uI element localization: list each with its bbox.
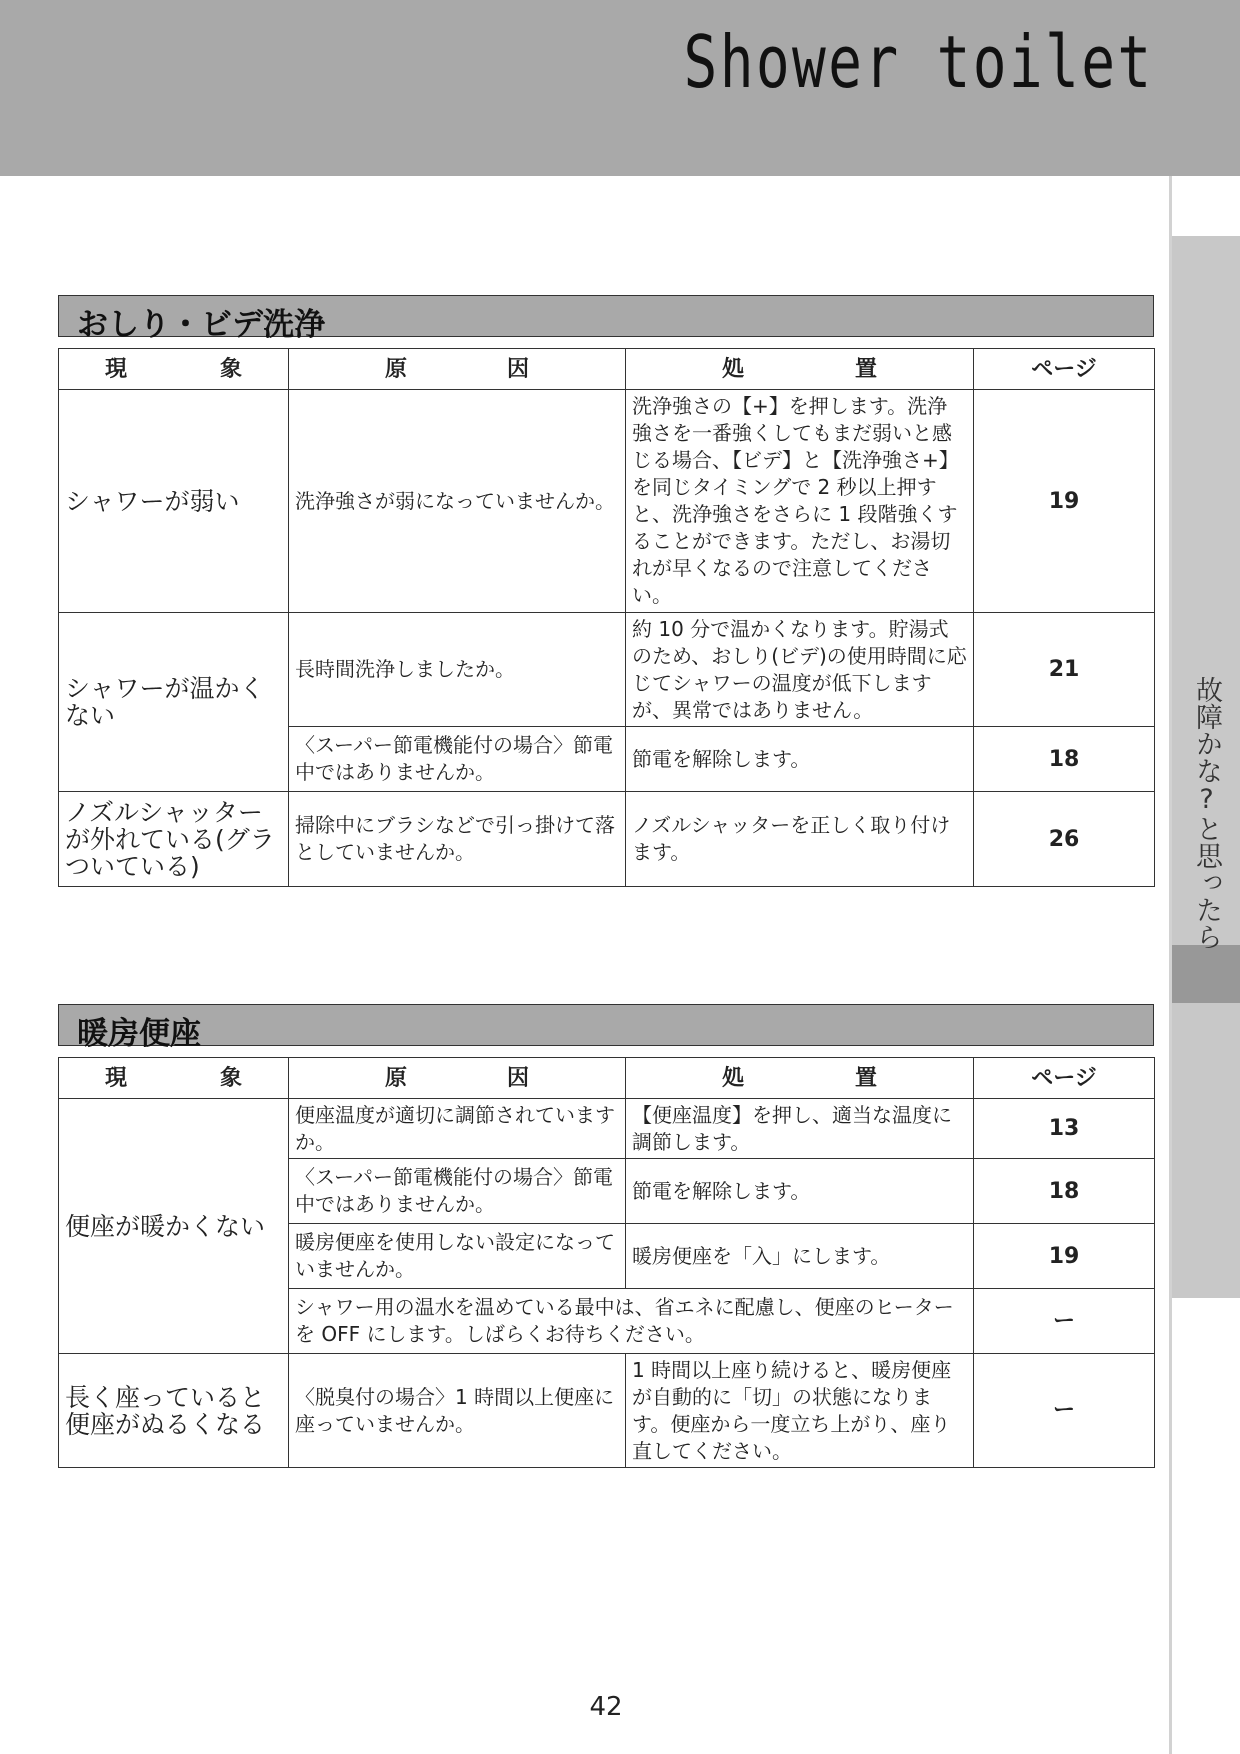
symptom-cell: シャワーが弱い (59, 390, 289, 613)
section-title: 暖房便座 (77, 1016, 201, 1052)
remedy-cell: 節電を解除します。 (626, 727, 974, 792)
cause-cell: 長時間洗浄しましたか。 (289, 613, 626, 727)
remedy-cell: 洗浄強さの【+】を押します。洗浄強さを一番強くしてもまだ弱いと感じる場合、【ビデ】と【洗浄強さ+】を同じタイミングで 2 秒以上押すと、洗浄強さをさらに 1 段階強くすることができます。ただし、お湯切れが早くなるので注意してください。 (626, 390, 974, 613)
cause-cell: 〈スーパー節電機能付の場合〉節電中ではありませんか。 (289, 1159, 626, 1224)
symptom-cell: シャワーが温かくない (59, 613, 289, 792)
remedy-cell: ノズルシャッターを正しく取り付けます。 (626, 792, 974, 887)
symptom-cell: 便座が暖かくない (59, 1099, 289, 1354)
page-ref: 18 (974, 727, 1155, 792)
table-row (59, 792, 1155, 887)
page-ref: 26 (974, 792, 1155, 887)
table-header-row (59, 1058, 1155, 1099)
page-ref: 21 (974, 613, 1155, 727)
cause-cell: 便座温度が適切に調節されていますか。 (289, 1099, 626, 1159)
table-row (59, 1099, 1155, 1159)
table-row (59, 1354, 1155, 1468)
page-ref: 13 (974, 1099, 1155, 1159)
section-title-bar (58, 295, 1154, 343)
cause-cell: 〈スーパー節電機能付の場合〉節電中ではありませんか。 (289, 727, 626, 792)
section-title-bar (58, 1004, 1154, 1052)
cause-cell: シャワー用の温水を温めている最中は、省エネに配慮し、便座のヒーターを OFF にします。しばらくお待ちください。 (289, 1289, 974, 1354)
page-ref: 19 (974, 390, 1155, 613)
symptom-cell: ノズルシャッターが外れている(グラついている) (59, 792, 289, 887)
header-remedy: 処 置 (626, 349, 974, 390)
symptom-cell: 長く座っていると便座がぬるくなる (59, 1354, 289, 1468)
header-cause: 原 因 (289, 1058, 626, 1099)
header-page: ページ (974, 349, 1155, 390)
header-symptom: 現 象 (59, 349, 289, 390)
page-ref: 19 (974, 1224, 1155, 1289)
remedy-cell: 約 10 分で温かくなります。貯湯式のため、おしり(ビデ)の使用時間に応じてシャワーの温度が低下しますが、異常ではありません。 (626, 613, 974, 727)
header-remedy: 処 置 (626, 1058, 974, 1099)
remedy-cell: 暖房便座を「入」にします。 (626, 1224, 974, 1289)
header-page: ページ (974, 1058, 1155, 1099)
cause-cell: 〈脱臭付の場合〉1 時間以上便座に座っていませんか。 (289, 1354, 626, 1468)
page-ref: 18 (974, 1159, 1155, 1224)
header-symptom: 現 象 (59, 1058, 289, 1099)
table-row (59, 613, 1155, 727)
header-cause: 原 因 (289, 349, 626, 390)
page-number: 42 (589, 1692, 623, 1722)
troubleshoot-table-heated-seat (58, 1057, 1155, 1468)
side-tab-marker (1172, 945, 1240, 1003)
brand-logo: Shower toilet (684, 20, 1154, 104)
section-title: おしり・ビデ洗浄 (77, 307, 325, 343)
table-row (59, 390, 1155, 613)
page-ref: ー (974, 1354, 1155, 1468)
cause-cell: 洗浄強さが弱になっていませんか。 (289, 390, 626, 613)
cause-cell: 暖房便座を使用しない設定になっていませんか。 (289, 1224, 626, 1289)
remedy-cell: 【便座温度】を押し、適当な温度に調節します。 (626, 1099, 974, 1159)
side-tab-label: 故障かな?と思ったら (1191, 676, 1222, 950)
remedy-cell: 1 時間以上座り続けると、暖房便座が自動的に「切」の状態になります。便座から一度立ち上がり、座り直してください。 (626, 1354, 974, 1468)
page-ref: ー (974, 1289, 1155, 1354)
table-header-row (59, 349, 1155, 390)
cause-cell: 掃除中にブラシなどで引っ掛けて落としていませんか。 (289, 792, 626, 887)
troubleshoot-table-washing (58, 348, 1155, 887)
remedy-cell: 節電を解除します。 (626, 1159, 974, 1224)
